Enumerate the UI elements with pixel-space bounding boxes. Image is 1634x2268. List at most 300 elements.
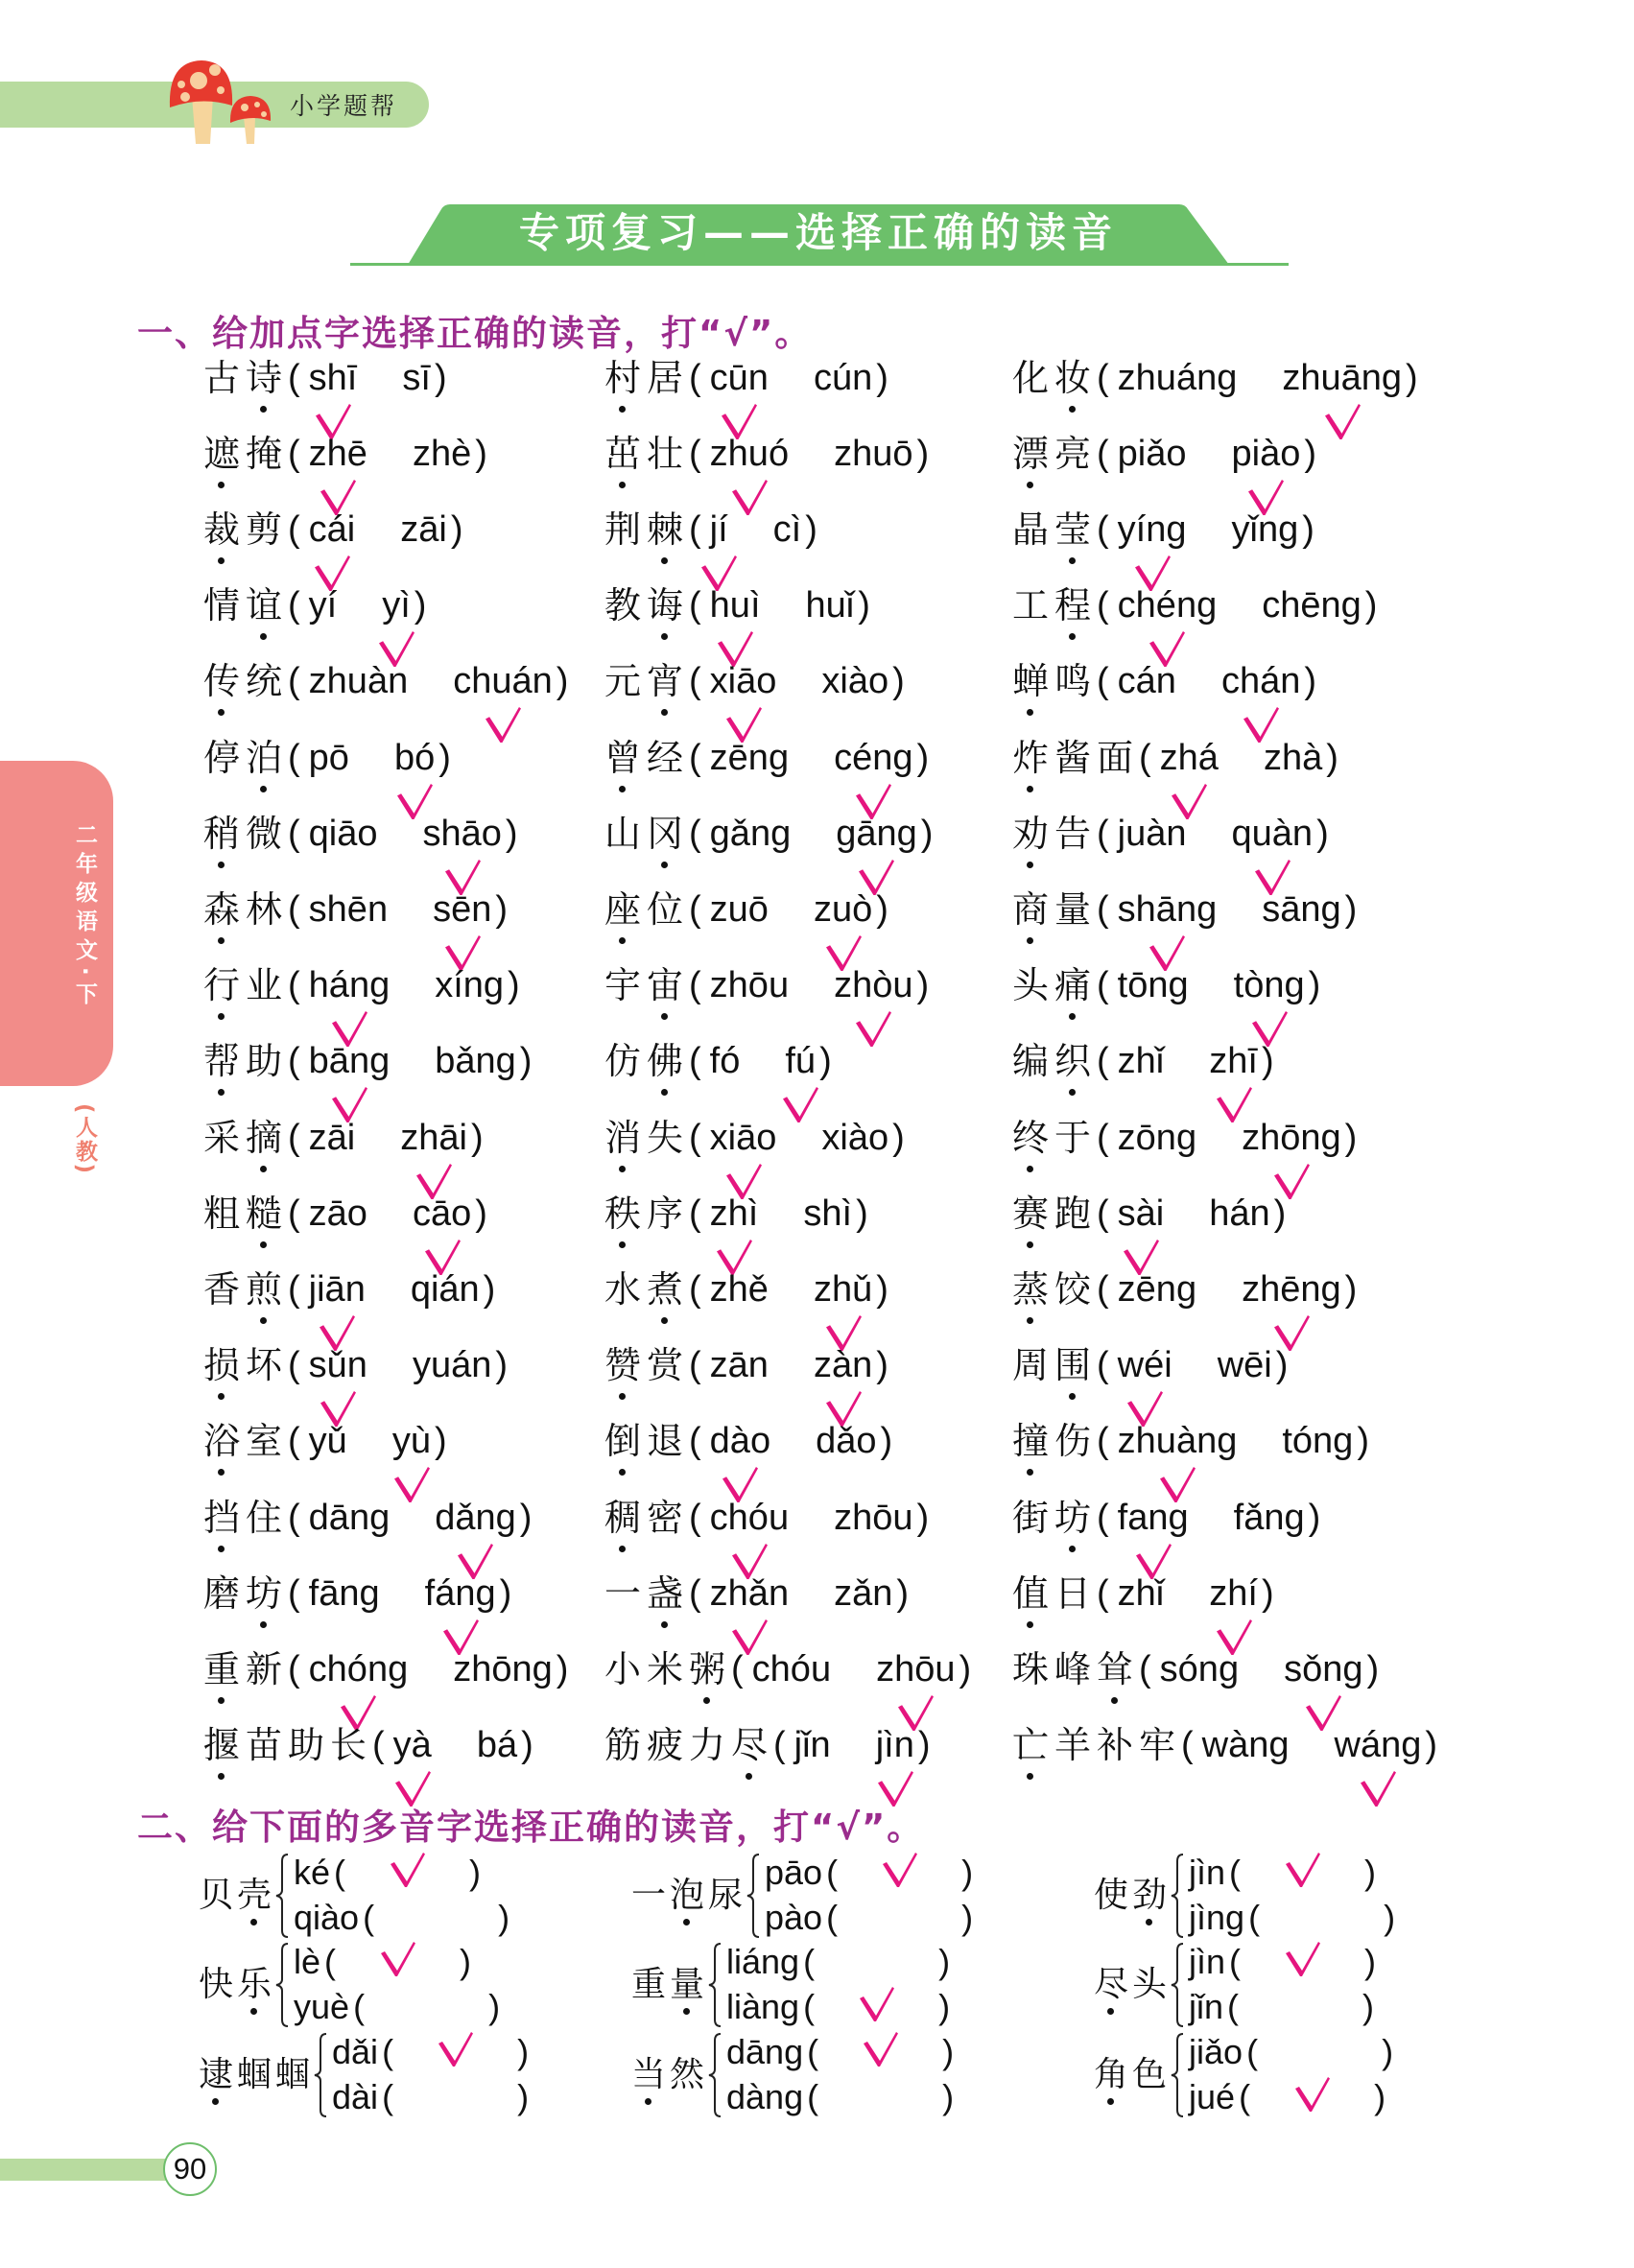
emphasis-dot-icon (218, 1546, 225, 1552)
reading-pinyin: jué (1189, 2076, 1236, 2116)
reading-pinyin: jìn (1189, 1853, 1226, 1892)
polyphone-group (199, 2030, 529, 2119)
question-item (1012, 1265, 1357, 1313)
pinyin-option-a[interactable] (309, 1265, 366, 1313)
reading-row (294, 1985, 500, 2030)
pinyin-text: dǎo (816, 1421, 877, 1461)
pinyin-text: cāo (412, 1193, 472, 1234)
pinyin-text: bá (476, 1725, 518, 1765)
pinyin-option-b[interactable] (816, 1417, 876, 1465)
pinyin-text: tōng (1117, 965, 1189, 1005)
pinyin-option-b[interactable] (400, 1114, 467, 1162)
pinyin-option-a[interactable] (309, 1037, 391, 1085)
pinyin-text: bǎng (435, 1041, 516, 1081)
answer-slot[interactable] (324, 1940, 471, 1985)
pinyin-text: zēng (709, 738, 790, 778)
pinyin-options (731, 1645, 971, 1693)
emphasis-dot-icon (212, 2098, 219, 2105)
emphasis-dot-icon (218, 1469, 225, 1476)
question-item (203, 506, 462, 554)
answer-slot[interactable] (1246, 2030, 1393, 2075)
emphasis-dot-icon (661, 1621, 668, 1628)
pinyin-text: chéng (1117, 585, 1218, 626)
word: 漂亮 (1012, 433, 1098, 475)
pinyin-option-b[interactable] (1221, 657, 1300, 705)
pinyin-option-b[interactable] (477, 1721, 517, 1769)
word: 重量 (631, 1964, 709, 2004)
pinyin-option-b[interactable] (1232, 506, 1299, 554)
pinyin-option-b[interactable] (836, 810, 917, 858)
pinyin-option-b[interactable] (1218, 1341, 1272, 1389)
pinyin-options (689, 1341, 888, 1389)
pinyin-options (1097, 886, 1357, 933)
pinyin-option-a[interactable] (1202, 1721, 1290, 1769)
pinyin-option-a[interactable] (1118, 657, 1176, 705)
pinyin-text: zhuó (709, 434, 790, 474)
emphasis-dot-icon (645, 2098, 651, 2105)
check-mark-icon (883, 1853, 917, 1887)
pinyin-option-a[interactable] (710, 506, 728, 554)
emphasis-dot-icon (1111, 1697, 1118, 1704)
answer-slot[interactable] (826, 1896, 973, 1941)
word: 水煮 (604, 1268, 690, 1311)
emphasis-dot-icon (1027, 1773, 1033, 1780)
pinyin-text: zhuō (834, 434, 913, 474)
answer-slot[interactable] (1227, 1985, 1374, 2030)
grade-label: 二年级语文·下 (72, 823, 97, 1011)
pinyin-option-a[interactable] (710, 1341, 769, 1389)
pinyin-option-a[interactable] (1118, 1417, 1238, 1465)
pinyin-option-a[interactable] (309, 1114, 356, 1162)
pinyin-option-a[interactable] (309, 1570, 380, 1618)
emphasis-dot-icon (619, 1241, 626, 1248)
reading-pinyin: dàng (726, 2076, 804, 2116)
pinyin-option-a[interactable] (309, 1494, 391, 1542)
pinyin-option-b[interactable] (1232, 430, 1301, 478)
emphasis-dot-icon (619, 1393, 626, 1400)
pinyin-options (689, 430, 929, 478)
answer-slot[interactable] (1248, 1896, 1395, 1941)
pinyin-option-b[interactable] (814, 1341, 872, 1389)
pinyin-option-a[interactable] (309, 506, 356, 554)
pinyin-text: zāi (308, 1118, 356, 1158)
answer-slot[interactable] (382, 2075, 529, 2120)
pinyin-option-a[interactable] (309, 810, 378, 858)
question-item (1012, 1721, 1437, 1769)
reading-row (1189, 1896, 1395, 1941)
pinyin-options (773, 1721, 930, 1769)
pinyin-option-b[interactable] (1264, 734, 1322, 782)
pinyin-text: sī (402, 358, 431, 398)
pinyin-option-b[interactable] (834, 1494, 912, 1542)
pinyin-option-a[interactable] (710, 961, 789, 1009)
pinyin-option-a[interactable] (710, 581, 761, 629)
answer-slot[interactable] (353, 1985, 500, 2030)
readings (1189, 2030, 1393, 2119)
pinyin-text: zhòu (834, 965, 913, 1005)
pinyin-option-a[interactable] (710, 1190, 759, 1238)
pinyin-option-a[interactable] (1118, 581, 1218, 629)
pinyin-text: shì (803, 1193, 853, 1234)
word: 使劲 (1094, 1875, 1172, 1915)
pinyin-option-a[interactable] (710, 1265, 769, 1313)
title-banner (345, 200, 1295, 269)
pinyin-option-a[interactable] (710, 810, 792, 858)
pinyin-text: sǒng (1284, 1649, 1363, 1689)
pinyin-option-b[interactable] (433, 886, 491, 933)
pinyin-option-b[interactable] (785, 1037, 816, 1085)
pinyin-option-a[interactable] (1160, 1645, 1239, 1693)
reading-row (1189, 1851, 1395, 1896)
mushroom-icon (0, 0, 441, 154)
question-item (1012, 581, 1377, 629)
pinyin-options (1097, 1190, 1286, 1238)
question-item (604, 1494, 929, 1542)
question-item (1012, 1114, 1357, 1162)
pinyin-option-b[interactable] (413, 1341, 491, 1389)
polyphone-group (631, 1940, 950, 2029)
readings (726, 2030, 954, 2119)
check-mark-icon (1286, 1942, 1320, 1976)
pinyin-option-b[interactable] (1335, 1721, 1422, 1769)
pinyin-options (288, 886, 508, 933)
pinyin-option-a[interactable] (309, 430, 367, 478)
pinyin-option-a[interactable] (309, 1190, 367, 1238)
pinyin-option-b[interactable] (834, 430, 912, 478)
word: 值日 (1012, 1572, 1098, 1615)
pinyin-option-a[interactable] (1118, 810, 1187, 858)
pinyin-text: cūn (709, 358, 769, 398)
pinyin-option-b[interactable] (435, 1037, 516, 1085)
pinyin-option-a[interactable] (1118, 1341, 1172, 1389)
pinyin-text: zāi (400, 509, 447, 550)
pinyin-options (288, 506, 462, 554)
pinyin-option-b[interactable] (1232, 810, 1314, 858)
section-2-heading: 二、给下面的多音字选择正确的读音，打“√”。 (137, 1807, 925, 1848)
answer-slot[interactable] (363, 1896, 509, 1941)
emphasis-dot-icon (1027, 1166, 1033, 1172)
pinyin-options (1097, 1341, 1288, 1389)
pinyin-option-a[interactable] (309, 961, 391, 1009)
pinyin-options (288, 1114, 484, 1162)
pinyin-options (1097, 1494, 1320, 1542)
reading-row (1189, 2030, 1393, 2075)
readings (1189, 1940, 1376, 2029)
pinyin-options (1097, 506, 1314, 554)
question-item (604, 886, 888, 933)
answer-slot[interactable] (382, 2030, 529, 2075)
question-item (604, 1721, 931, 1769)
pinyin-option-b[interactable] (773, 506, 802, 554)
word: 劝告 (1012, 813, 1098, 855)
pinyin-option-b[interactable] (425, 1570, 496, 1618)
question-item (1012, 430, 1316, 478)
pinyin-options (689, 1417, 892, 1465)
emphasis-dot-icon (1027, 937, 1033, 944)
answer-slot[interactable] (807, 2030, 954, 2075)
pinyin-text: shāo (422, 814, 502, 854)
answer-slot[interactable] (826, 1851, 973, 1896)
question-item (604, 1570, 909, 1618)
pinyin-option-a[interactable] (309, 1341, 367, 1389)
reading-row (294, 1940, 500, 1985)
emphasis-dot-icon (1069, 557, 1076, 564)
polyphone-group (631, 2030, 954, 2119)
pinyin-option-a[interactable] (1118, 1190, 1165, 1238)
pinyin-text: fú (785, 1041, 817, 1081)
emphasis-dot-icon (661, 633, 668, 640)
question-item (1012, 886, 1357, 933)
pinyin-option-a[interactable] (1118, 506, 1187, 554)
pinyin-option-a[interactable] (309, 1645, 409, 1693)
pinyin-text: yǔ (308, 1421, 347, 1461)
pinyin-option-a[interactable] (309, 886, 388, 933)
pinyin-option-a[interactable] (1118, 430, 1187, 478)
answer-slot[interactable] (1229, 1940, 1376, 1985)
pinyin-options (689, 961, 929, 1009)
pinyin-options (689, 657, 905, 705)
answer-slot[interactable] (803, 1985, 950, 2030)
emphasis-dot-icon (1027, 1621, 1033, 1628)
brace-icon (708, 2033, 722, 2117)
reading-row (1189, 1940, 1376, 1985)
emphasis-dot-icon (1069, 406, 1076, 413)
question-item (604, 506, 817, 554)
pinyin-option-b[interactable] (394, 734, 435, 782)
answer-slot[interactable] (807, 2075, 954, 2120)
pinyin-option-b[interactable] (435, 1494, 516, 1542)
word: 终于 (1012, 1117, 1098, 1159)
pinyin-text: sǔn (308, 1345, 367, 1385)
pinyin-text: cán (1117, 661, 1176, 701)
question-item (1012, 354, 1418, 402)
pinyin-text: chóu (709, 1498, 790, 1538)
pinyin-option-b[interactable] (814, 354, 872, 402)
pinyin-option-a[interactable] (710, 1417, 770, 1465)
word: 帮助 (203, 1040, 289, 1082)
pinyin-option-a[interactable] (710, 1494, 789, 1542)
polyphone-group (1094, 2030, 1393, 2119)
word: 元宵 (604, 660, 690, 702)
word: 周围 (1012, 1344, 1098, 1386)
emphasis-dot-icon (619, 406, 626, 413)
word: 荆棘 (604, 508, 690, 551)
pinyin-option-b[interactable] (814, 886, 872, 933)
pinyin-option-b[interactable] (1209, 1190, 1269, 1238)
word: 化妆 (1012, 357, 1098, 399)
pinyin-option-b[interactable] (1284, 1645, 1362, 1693)
question-item (203, 961, 520, 1009)
question-item (1012, 1037, 1274, 1085)
pinyin-option-b[interactable] (803, 1190, 852, 1238)
word: 森林 (203, 888, 289, 931)
question-item (1012, 1570, 1274, 1618)
pinyin-text: zhá (1159, 738, 1219, 778)
polyphone-group (199, 1851, 509, 1940)
pinyin-option-a[interactable] (1118, 886, 1218, 933)
pinyin-option-b[interactable] (435, 961, 504, 1009)
pinyin-options (1097, 657, 1316, 705)
pinyin-option-a[interactable] (1118, 1037, 1165, 1085)
reading-row (726, 2030, 954, 2075)
pinyin-text: xiāo (709, 1118, 777, 1158)
pinyin-options (288, 961, 520, 1009)
pinyin-option-a[interactable] (710, 1114, 777, 1162)
pinyin-option-b[interactable] (821, 657, 888, 705)
pinyin-option-b[interactable] (1282, 1417, 1353, 1465)
pinyin-option-b[interactable] (453, 657, 553, 705)
pinyin-text: zhōng (453, 1649, 553, 1689)
word: 消失 (604, 1117, 690, 1159)
pinyin-text: fó (709, 1041, 741, 1081)
word: 头痛 (1012, 964, 1098, 1006)
pinyin-option-b[interactable] (413, 430, 471, 478)
check-mark-icon (1286, 1853, 1320, 1887)
reading-pinyin: pāo (765, 1853, 823, 1892)
check-mark-icon (381, 1942, 415, 1976)
pinyin-option-a[interactable] (794, 1721, 831, 1769)
pinyin-option-a[interactable] (309, 734, 349, 782)
pinyin-option-b[interactable] (1262, 886, 1340, 933)
pinyin-option-b[interactable] (834, 734, 912, 782)
pinyin-option-a[interactable] (710, 1570, 789, 1618)
pinyin-option-b[interactable] (423, 810, 502, 858)
reading-pinyin: qiào (294, 1897, 360, 1937)
pinyin-option-a[interactable] (309, 581, 338, 629)
pinyin-text: wáng (1334, 1725, 1422, 1765)
pinyin-option-b[interactable] (1234, 961, 1305, 1009)
polyphone-group (199, 1940, 500, 2029)
pinyin-option-a[interactable] (752, 1645, 831, 1693)
pinyin-options (288, 1190, 487, 1238)
pinyin-text: zhǐ (1117, 1041, 1165, 1081)
pinyin-options (1097, 1114, 1357, 1162)
word: 一盏 (604, 1572, 690, 1615)
pinyin-option-b[interactable] (1262, 581, 1362, 629)
reading-pinyin: liàng (726, 1986, 800, 2026)
answer-slot[interactable] (1239, 2075, 1385, 2120)
pinyin-text: xíng (435, 965, 505, 1005)
word: 一泡尿 (631, 1875, 747, 1915)
reading-row (294, 1851, 509, 1896)
pinyin-option-b[interactable] (876, 1645, 955, 1693)
check-mark-icon (485, 707, 521, 743)
question-item (604, 430, 929, 478)
pinyin-option-a[interactable] (1118, 354, 1238, 402)
pinyin-option-a[interactable] (1160, 734, 1219, 782)
answer-slot[interactable] (803, 1940, 950, 1985)
pinyin-option-b[interactable] (1209, 1037, 1258, 1085)
reading-row (332, 2030, 529, 2075)
question-item (203, 1417, 447, 1465)
pinyin-options (288, 1417, 447, 1465)
pinyin-option-a[interactable] (710, 430, 789, 478)
pinyin-option-a[interactable] (1118, 1570, 1165, 1618)
pinyin-option-a[interactable] (710, 886, 769, 933)
pinyin-text: cún (813, 358, 873, 398)
pinyin-text: shāng (1117, 889, 1218, 930)
pinyin-option-b[interactable] (1234, 1494, 1305, 1542)
pinyin-option-a[interactable] (1118, 1494, 1189, 1542)
reading-row (765, 1851, 973, 1896)
brace-icon (275, 1854, 289, 1938)
pinyin-option-b[interactable] (814, 1265, 872, 1313)
question-item (203, 581, 426, 629)
pinyin-text: pō (308, 738, 349, 778)
pinyin-options (1181, 1721, 1437, 1769)
emphasis-dot-icon (746, 1773, 752, 1780)
word: 行业 (203, 964, 289, 1006)
pinyin-option-b[interactable] (1242, 1114, 1341, 1162)
pinyin-option-b[interactable] (1209, 1570, 1258, 1618)
word: 角色 (1094, 2054, 1172, 2094)
word: 晶莹 (1012, 508, 1098, 551)
reading-row (765, 1896, 973, 1941)
pinyin-text: yí (308, 585, 338, 626)
emphasis-dot-icon (619, 786, 626, 792)
page-title: 专项复习——选择正确的读音 (518, 209, 1118, 256)
pinyin-option-b[interactable] (382, 581, 411, 629)
reading-row (726, 2075, 954, 2120)
word: 座位 (604, 888, 690, 931)
pinyin-option-b[interactable] (413, 1190, 471, 1238)
pinyin-option-b[interactable] (876, 1721, 914, 1769)
pinyin-options (1139, 734, 1338, 782)
pinyin-option-a[interactable] (710, 354, 769, 402)
pinyin-option-b[interactable] (1242, 1265, 1341, 1313)
edition-label: (人教) (72, 1103, 97, 1176)
pinyin-text: zhǎn (709, 1573, 790, 1614)
pinyin-options (288, 1037, 532, 1085)
pinyin-option-b[interactable] (411, 1265, 480, 1313)
pinyin-option-b[interactable] (834, 961, 912, 1009)
pinyin-option-b[interactable] (392, 1417, 431, 1465)
pinyin-option-b[interactable] (453, 1645, 553, 1693)
pinyin-option-b[interactable] (402, 354, 431, 402)
pinyin-option-a[interactable] (393, 1721, 432, 1769)
pinyin-option-a[interactable] (1118, 961, 1189, 1009)
pinyin-option-b[interactable] (400, 506, 447, 554)
pinyin-option-a[interactable] (309, 354, 358, 402)
answer-slot[interactable] (1229, 1851, 1376, 1896)
pinyin-options (689, 354, 888, 402)
answer-slot[interactable] (334, 1851, 481, 1896)
pinyin-text: cái (308, 509, 356, 550)
emphasis-dot-icon (218, 557, 225, 564)
pinyin-option-a[interactable] (1118, 1265, 1196, 1313)
question-item (1012, 1417, 1369, 1465)
question-item (604, 1114, 905, 1162)
pinyin-option-b[interactable] (834, 1570, 892, 1618)
emphasis-dot-icon (1107, 2098, 1114, 2105)
pinyin-option-a[interactable] (710, 1037, 741, 1085)
readings (294, 1851, 509, 1940)
pinyin-text: gǎng (709, 814, 792, 854)
pinyin-option-a[interactable] (1118, 1114, 1196, 1162)
pinyin-options (1097, 1037, 1274, 1085)
pinyin-option-a[interactable] (710, 657, 777, 705)
pinyin-option-a[interactable] (309, 1417, 347, 1465)
pinyin-option-b[interactable] (806, 581, 855, 629)
pinyin-option-b[interactable] (1282, 354, 1402, 402)
pinyin-option-a[interactable] (710, 734, 789, 782)
pinyin-option-b[interactable] (821, 1114, 888, 1162)
pinyin-text: zhǐ (1117, 1573, 1165, 1614)
reading-row (726, 1940, 950, 1985)
pinyin-option-a[interactable] (309, 657, 409, 705)
emphasis-dot-icon (1027, 1317, 1033, 1324)
pinyin-text: zhì (709, 1193, 759, 1234)
